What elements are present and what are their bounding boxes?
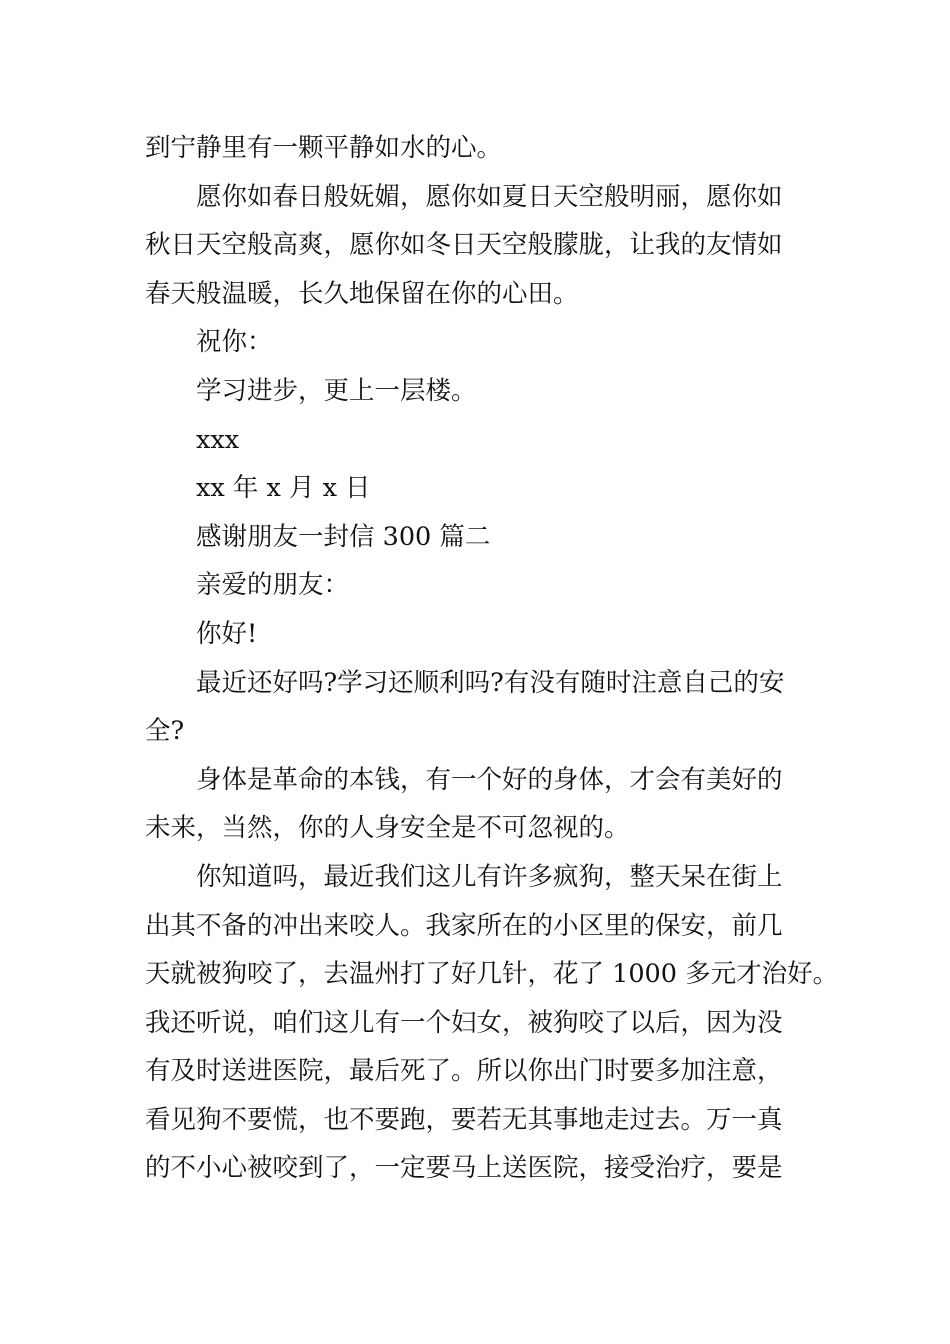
text-line: 春天般温暖，长久地保留在你的心田。: [145, 278, 579, 309]
text-line: 秋日天空般高爽，愿你如冬日天空般朦胧，让我的友情如: [145, 230, 783, 261]
text-line: 出其不备的冲出来咬人。我家所在的小区里的保安，前几: [145, 910, 783, 941]
text-line: 有及时送进医院，最后死了。所以你出门时要多加注意，: [145, 1056, 783, 1087]
signature-name: xxx: [196, 424, 240, 455]
text-line: 身体是革命的本钱，有一个好的身体，才会有美好的: [196, 764, 783, 795]
greeting-line: 亲爱的朋友：: [196, 570, 350, 601]
salutation-line: 祝你：: [196, 327, 273, 358]
signature-date: xx 年 x 月 x 日: [196, 473, 371, 504]
body-text: [145, 124, 845, 1193]
text-line: 看见狗不要慌，也不要跑，要若无其事地走过去。万一真: [145, 1104, 783, 1135]
text-line: 最近还好吗?学习还顺利吗?有没有随时注意自己的安: [196, 667, 785, 698]
text-line: 全?: [145, 716, 185, 747]
text-line: 未来，当然，你的人身安全是不可忽视的。: [145, 813, 630, 844]
text-line: 学习进步，更上一层楼。: [196, 375, 477, 406]
text-line: 的不小心被咬到了，一定要马上送医院，接受治疗，要是: [145, 1153, 783, 1184]
greeting-line: 你好!: [196, 618, 258, 649]
text-line: 天就被狗咬了，去温州打了好几针，花了 1000 多元才治好。: [145, 959, 839, 990]
text-line: 到宁静里有一颗平静如水的心。: [145, 133, 503, 163]
text-line: 愿你如春日般妩媚，愿你如夏日天空般明丽，愿你如: [196, 181, 783, 212]
text-line: 我还听说，咱们这儿有一个妇女，被狗咬了以后，因为没: [145, 1007, 783, 1038]
section-heading: 感谢朋友一封信 300 篇二: [196, 521, 491, 552]
text-line: 你知道吗，最近我们这儿有许多疯狗，整天呆在街上: [196, 861, 783, 892]
